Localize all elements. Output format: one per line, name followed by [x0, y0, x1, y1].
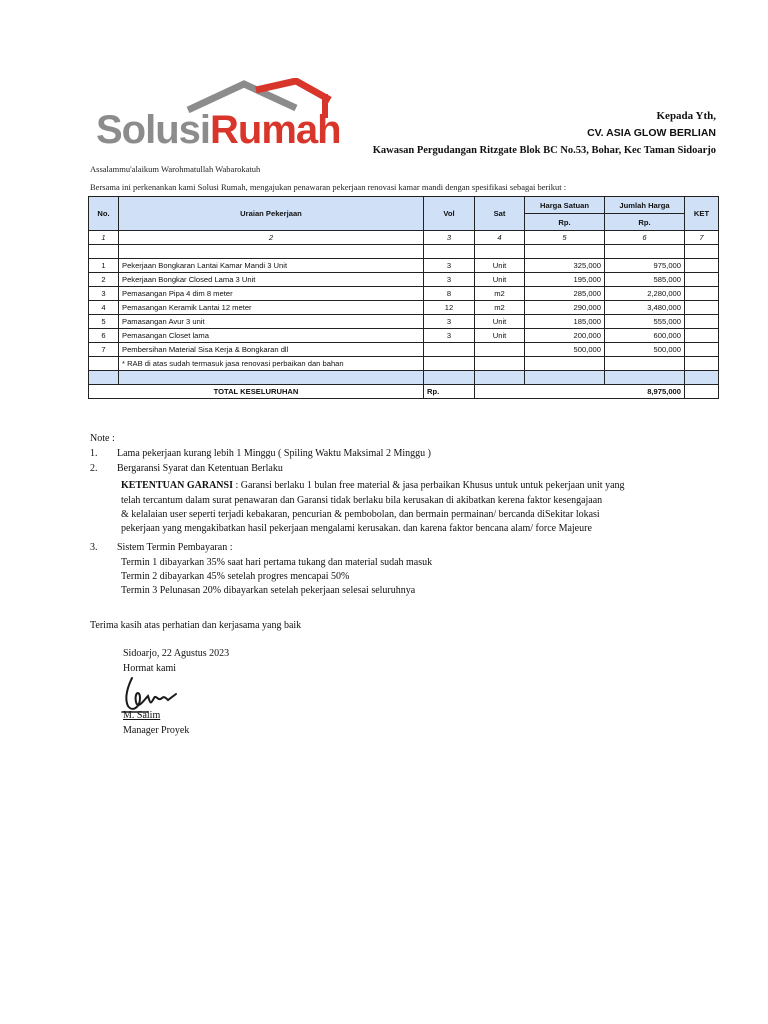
recipient-company: CV. ASIA GLOW BERLIAN — [587, 127, 716, 139]
cell-ket — [685, 287, 719, 301]
cell-ket — [685, 315, 719, 329]
cell-vol: 3 — [424, 259, 475, 273]
col-header-uraian: Uraian Pekerjaan — [119, 197, 424, 231]
cell-harga: 290,000 — [525, 301, 605, 315]
col-header-ket: KET — [685, 197, 719, 231]
note-3-number: 3. — [90, 542, 98, 553]
place-date: Sidoarjo, 22 Agustus 2023 — [123, 648, 230, 659]
cell-no: 3 — [89, 287, 119, 301]
cell-ket — [685, 273, 719, 287]
col-header-jumlah-harga: Jumlah Harga — [605, 197, 685, 214]
signer-title: Manager Proyek — [123, 725, 190, 736]
table-total-row — [89, 385, 719, 399]
cell-harga: 195,000 — [525, 273, 605, 287]
cell-sat: Unit — [475, 329, 525, 343]
table-note-row — [89, 357, 719, 371]
cell-no: 2 — [89, 273, 119, 287]
cell-no: 1 — [89, 259, 119, 273]
cell-vol: 3 — [424, 315, 475, 329]
cell-harga: 325,000 — [525, 259, 605, 273]
col-header-harga-satuan: Harga Satuan — [525, 197, 605, 214]
cell-vol: 3 — [424, 273, 475, 287]
col-header-vol: Vol — [424, 197, 475, 231]
cell-vol — [424, 343, 475, 357]
table-spacer-row — [89, 245, 719, 259]
cell-vol: 3 — [424, 329, 475, 343]
garansi-line-2: telah tercantum dalam surat penawaran dan Garansi tidak berlaku bila kerusakan di akibatkan kerena faktor kesengajaan — [121, 495, 603, 506]
total-value: 8,975,000 — [475, 385, 685, 399]
col-header-no: No. — [89, 197, 119, 231]
index-cell: 3 — [424, 231, 475, 245]
logo-word-rumah: Rumah — [210, 108, 341, 152]
table-row — [89, 273, 719, 287]
cell-jumlah: 555,000 — [605, 315, 685, 329]
table-blank-row — [89, 371, 719, 385]
note-2-number: 2. — [90, 463, 98, 474]
company-logo — [96, 78, 341, 158]
index-cell: 4 — [475, 231, 525, 245]
garansi-line-3: & kelalaian user seperti terjadi kebakaran, pencurian & pembobolan, dan bermain permainan/ bercanda diSekitar lokasi — [121, 509, 600, 520]
cell-uraian: Pemasangan Pipa 4 dim 8 meter — [119, 287, 424, 301]
col-header-rp-jumlah: Rp. — [605, 214, 685, 231]
intro-text: Bersama ini perkenankan kami Solusi Rumah, mengajukan penawaran pekerjaan renovasi kamar mandi dengan spesifikasi sebagai berikut : — [90, 182, 567, 192]
cell-jumlah: 975,000 — [605, 259, 685, 273]
index-cell: 1 — [89, 231, 119, 245]
table-header-row — [89, 197, 719, 214]
signer-name: M. Salim — [123, 710, 161, 721]
cell-ket — [685, 329, 719, 343]
cell-no: 6 — [89, 329, 119, 343]
rab-table — [88, 196, 719, 399]
rab-note: * RAB di atas sudah termasuk jasa renovasi perbaikan dan bahan — [119, 357, 424, 371]
cell-uraian: Pekerjaan Bongkar Closed Lama 3 Unit — [119, 273, 424, 287]
garansi-text-1: : Garansi berlaku 1 bulan free material & jasa perbaikan Khusus untuk untuk pekerjaan unit yang — [232, 480, 625, 491]
cell-no: 7 — [89, 343, 119, 357]
table-row — [89, 287, 719, 301]
cell-uraian: Pekerjaan Bongkaran Lantai Kamar Mandi 3 Unit — [119, 259, 424, 273]
cell-jumlah: 600,000 — [605, 329, 685, 343]
table-row — [89, 343, 719, 357]
recipient-address: Kawasan Pergudangan Ritzgate Blok BC No.53, Bohar, Kec Taman Sidoarjo — [372, 145, 716, 156]
cell-no: 4 — [89, 301, 119, 315]
index-cell: 5 — [525, 231, 605, 245]
recipient-salutation: Kepada Yth, — [656, 110, 716, 122]
note-1-text: Lama pekerjaan kurang lebih 1 Minggu ( Spiling Waktu Maksimal 2 Minggu ) — [117, 448, 431, 459]
greeting: Assalammu'alaikum Warohmatullah Wabarokatuh — [90, 164, 261, 174]
note-2-text: Bergaransi Syarat dan Ketentuan Berlaku — [117, 463, 283, 474]
index-cell: 7 — [685, 231, 719, 245]
cell-sat: m2 — [475, 287, 525, 301]
cell-ket — [685, 301, 719, 315]
col-header-sat: Sat — [475, 197, 525, 231]
cell-harga: 185,000 — [525, 315, 605, 329]
table-row — [89, 315, 719, 329]
termin-2: Termin 2 dibayarkan 45% setelah progres mencapai 50% — [121, 571, 350, 582]
cell-jumlah: 2,280,000 — [605, 287, 685, 301]
total-label: TOTAL KESELURUHAN — [89, 385, 424, 399]
cell-sat: Unit — [475, 315, 525, 329]
cell-sat — [475, 343, 525, 357]
table-row — [89, 301, 719, 315]
regards: Hormat kami — [123, 663, 177, 674]
cell-ket — [685, 259, 719, 273]
logo-wordmark — [96, 108, 341, 153]
cell-jumlah: 500,000 — [605, 343, 685, 357]
cell-uraian: Pemasangan Closet lama — [119, 329, 424, 343]
closing-text: Terima kasih atas perhatian dan kerjasama yang baik — [90, 620, 302, 631]
cell-no: 5 — [89, 315, 119, 329]
note-1-number: 1. — [90, 448, 98, 459]
cell-uraian: Pembersihan Material Sisa Kerja & Bongkaran dll — [119, 343, 424, 357]
index-cell: 2 — [119, 231, 424, 245]
garansi-label: KETENTUAN GARANSI — [121, 480, 233, 491]
logo-word-solusi: Solusi — [96, 108, 211, 152]
table-row — [89, 259, 719, 273]
cell-harga: 200,000 — [525, 329, 605, 343]
col-header-rp-satuan: Rp. — [525, 214, 605, 231]
cell-uraian: Pemasangan Keramik Lantai 12 meter — [119, 301, 424, 315]
table-row — [89, 329, 719, 343]
cell-ket — [685, 343, 719, 357]
cell-sat: Unit — [475, 273, 525, 287]
garansi-line-1 — [121, 480, 625, 491]
termin-3: Termin 3 Pelunasan 20% dibayarkan setelah pekerjaan selesai seluruhnya — [121, 585, 416, 596]
cell-harga: 285,000 — [525, 287, 605, 301]
cell-vol: 8 — [424, 287, 475, 301]
note-title: Note : — [90, 433, 115, 444]
garansi-line-4: pekerjaan yang mengakibatkan hasil pekerjaan mengalami kerusakan. dan karena faktor bencana alam/ force Majeure — [121, 523, 592, 534]
total-rp: Rp. — [424, 385, 475, 399]
cell-jumlah: 3,480,000 — [605, 301, 685, 315]
index-cell: 6 — [605, 231, 685, 245]
cell-uraian: Pamasangan Avur 3 unit — [119, 315, 424, 329]
cell-jumlah: 585,000 — [605, 273, 685, 287]
cell-vol: 12 — [424, 301, 475, 315]
cell-sat: Unit — [475, 259, 525, 273]
table-index-row — [89, 231, 719, 245]
cell-harga: 500,000 — [525, 343, 605, 357]
note-3-text: Sistem Termin Pembayaran : — [117, 542, 233, 553]
cell-sat: m2 — [475, 301, 525, 315]
termin-1: Termin 1 dibayarkan 35% saat hari pertama tukang dan material sudah masuk — [121, 557, 433, 568]
